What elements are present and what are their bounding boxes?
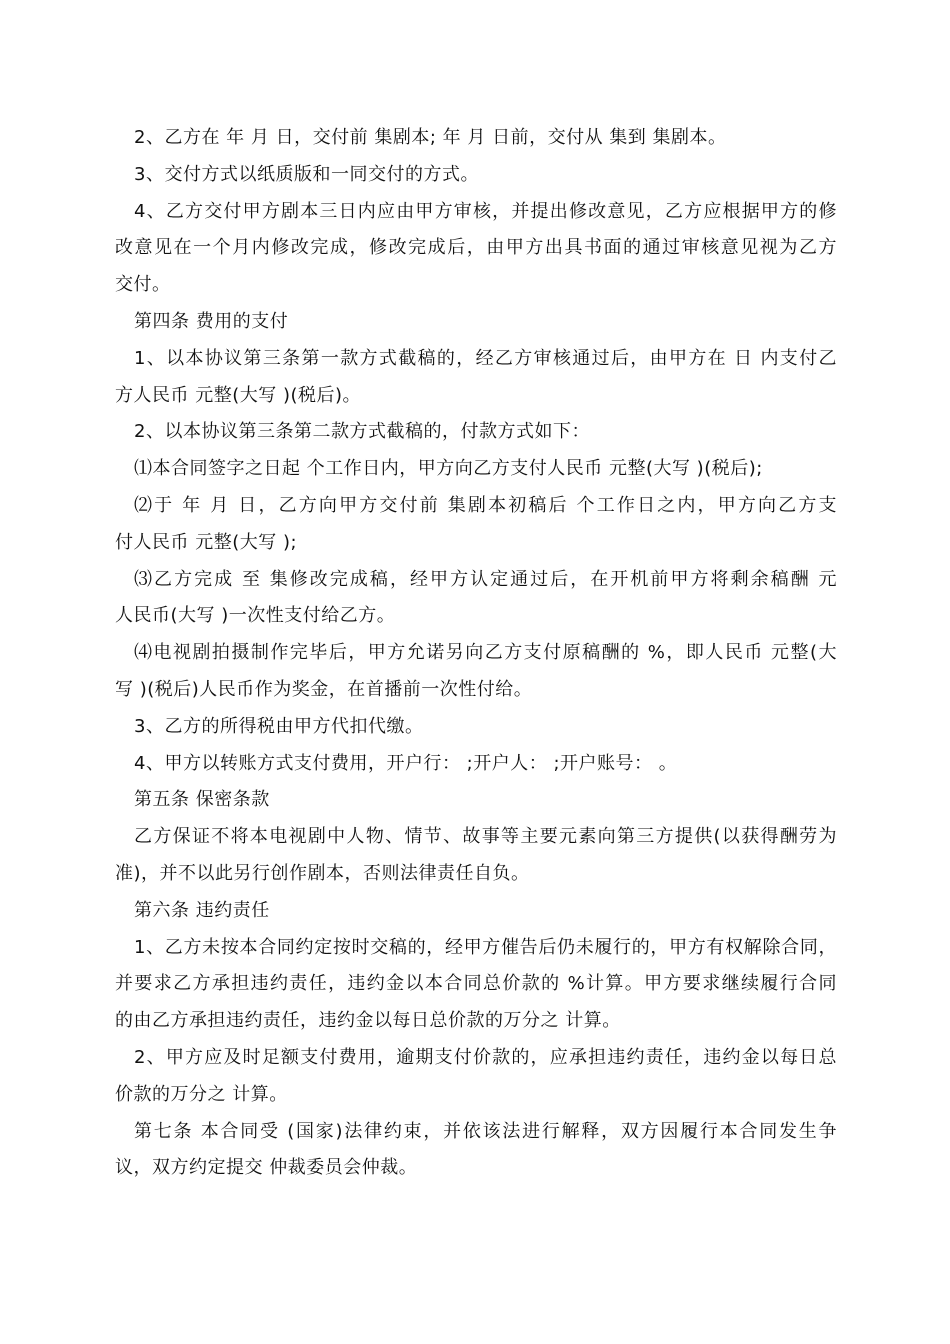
text-line: 4、甲方以转账方式支付费用，开户行： ;开户人： ;开户账号： 。 (134, 752, 678, 774)
section-heading: 第四条 费用的支付 (134, 310, 289, 332)
text-line: 3、交付方式以纸质版和一同交付的方式。 (134, 163, 479, 185)
text-line: 1、乙方未按本合同约定按时交稿的，经甲方催告后仍未履行的，甲方有权解除合同， (134, 936, 837, 958)
text-line: 方人民币 元整(大写 )(税后)。 (115, 384, 362, 406)
text-line: 准)，并不以此另行创作剧本，否则法律责任自负。 (115, 862, 530, 884)
text-line: 3、乙方的所得税由甲方代扣代缴。 (134, 715, 424, 737)
text-line: ⑵于 年 月 日，乙方向甲方交付前 集剧本初稿后 个工作日之内，甲方向乙方支 (134, 494, 837, 516)
section-heading: 第六条 违约责任 (134, 899, 270, 921)
document-page (115, 120, 837, 1187)
text-line: 写 )(税后)人民币作为奖金，在首播前一次性付给。 (115, 678, 533, 700)
section-heading: 第五条 保密条款 (134, 789, 270, 811)
text-line: 第七条 本合同受 (国家)法律约束，并依该法进行解释，双方因履行本合同发生争 (134, 1120, 837, 1142)
text-line: 改意见在一个月内修改完成，修改完成后，由甲方出具书面的通过审核意见视为乙方 (115, 237, 837, 259)
text-line: 交付。 (115, 274, 171, 296)
text-line: 的由乙方承担违约责任，违约金以每日总价款的万分之 计算。 (115, 1010, 621, 1032)
text-line: 2、乙方在 年 月 日，交付前 集剧本; 年 月 日前，交付从 集到 集剧本。 (134, 127, 727, 148)
text-line: 人民币(大写 )一次性支付给乙方。 (115, 605, 396, 627)
text-line: ⑷电视剧拍摄制作完毕后，甲方允诺另向乙方支付原稿酬的 %，即人民币 元整(大 (134, 642, 837, 664)
text-line: 2、甲方应及时足额支付费用，逾期支付价款的，应承担违约责任，违约金以每日总 (134, 1046, 837, 1068)
text-line: 价款的万分之 计算。 (115, 1083, 288, 1105)
text-line: ⑴本合同签字之日起 个工作日内，甲方向乙方支付人民币 元整(大写 )(税后); (134, 458, 763, 480)
text-line: 2、以本协议第三条第二款方式截稿的，付款方式如下： (134, 421, 590, 443)
text-line: 议，双方约定提交 仲裁委员会仲裁。 (115, 1157, 418, 1179)
text-line: 并要求乙方承担违约责任，违约金以本合同总价款的 %计算。甲方要求继续履行合同 (115, 973, 837, 995)
text-line: 付人民币 元整(大写 ); (115, 531, 298, 553)
text-line: ⑶乙方完成 至 集修改完成稿，经甲方认定通过后，在开机前甲方将剩余稿酬 元 (134, 568, 837, 590)
text-line: 4、乙方交付甲方剧本三日内应由甲方审核，并提出修改意见，乙方应根据甲方的修 (134, 200, 837, 222)
text-line: 乙方保证不将本电视剧中人物、情节、故事等主要元素向第三方提供(以获得酬劳为 (134, 826, 837, 848)
text-line: 1、以本协议第三条第一款方式截稿的，经乙方审核通过后，由甲方在 日 内支付乙 (134, 347, 837, 369)
